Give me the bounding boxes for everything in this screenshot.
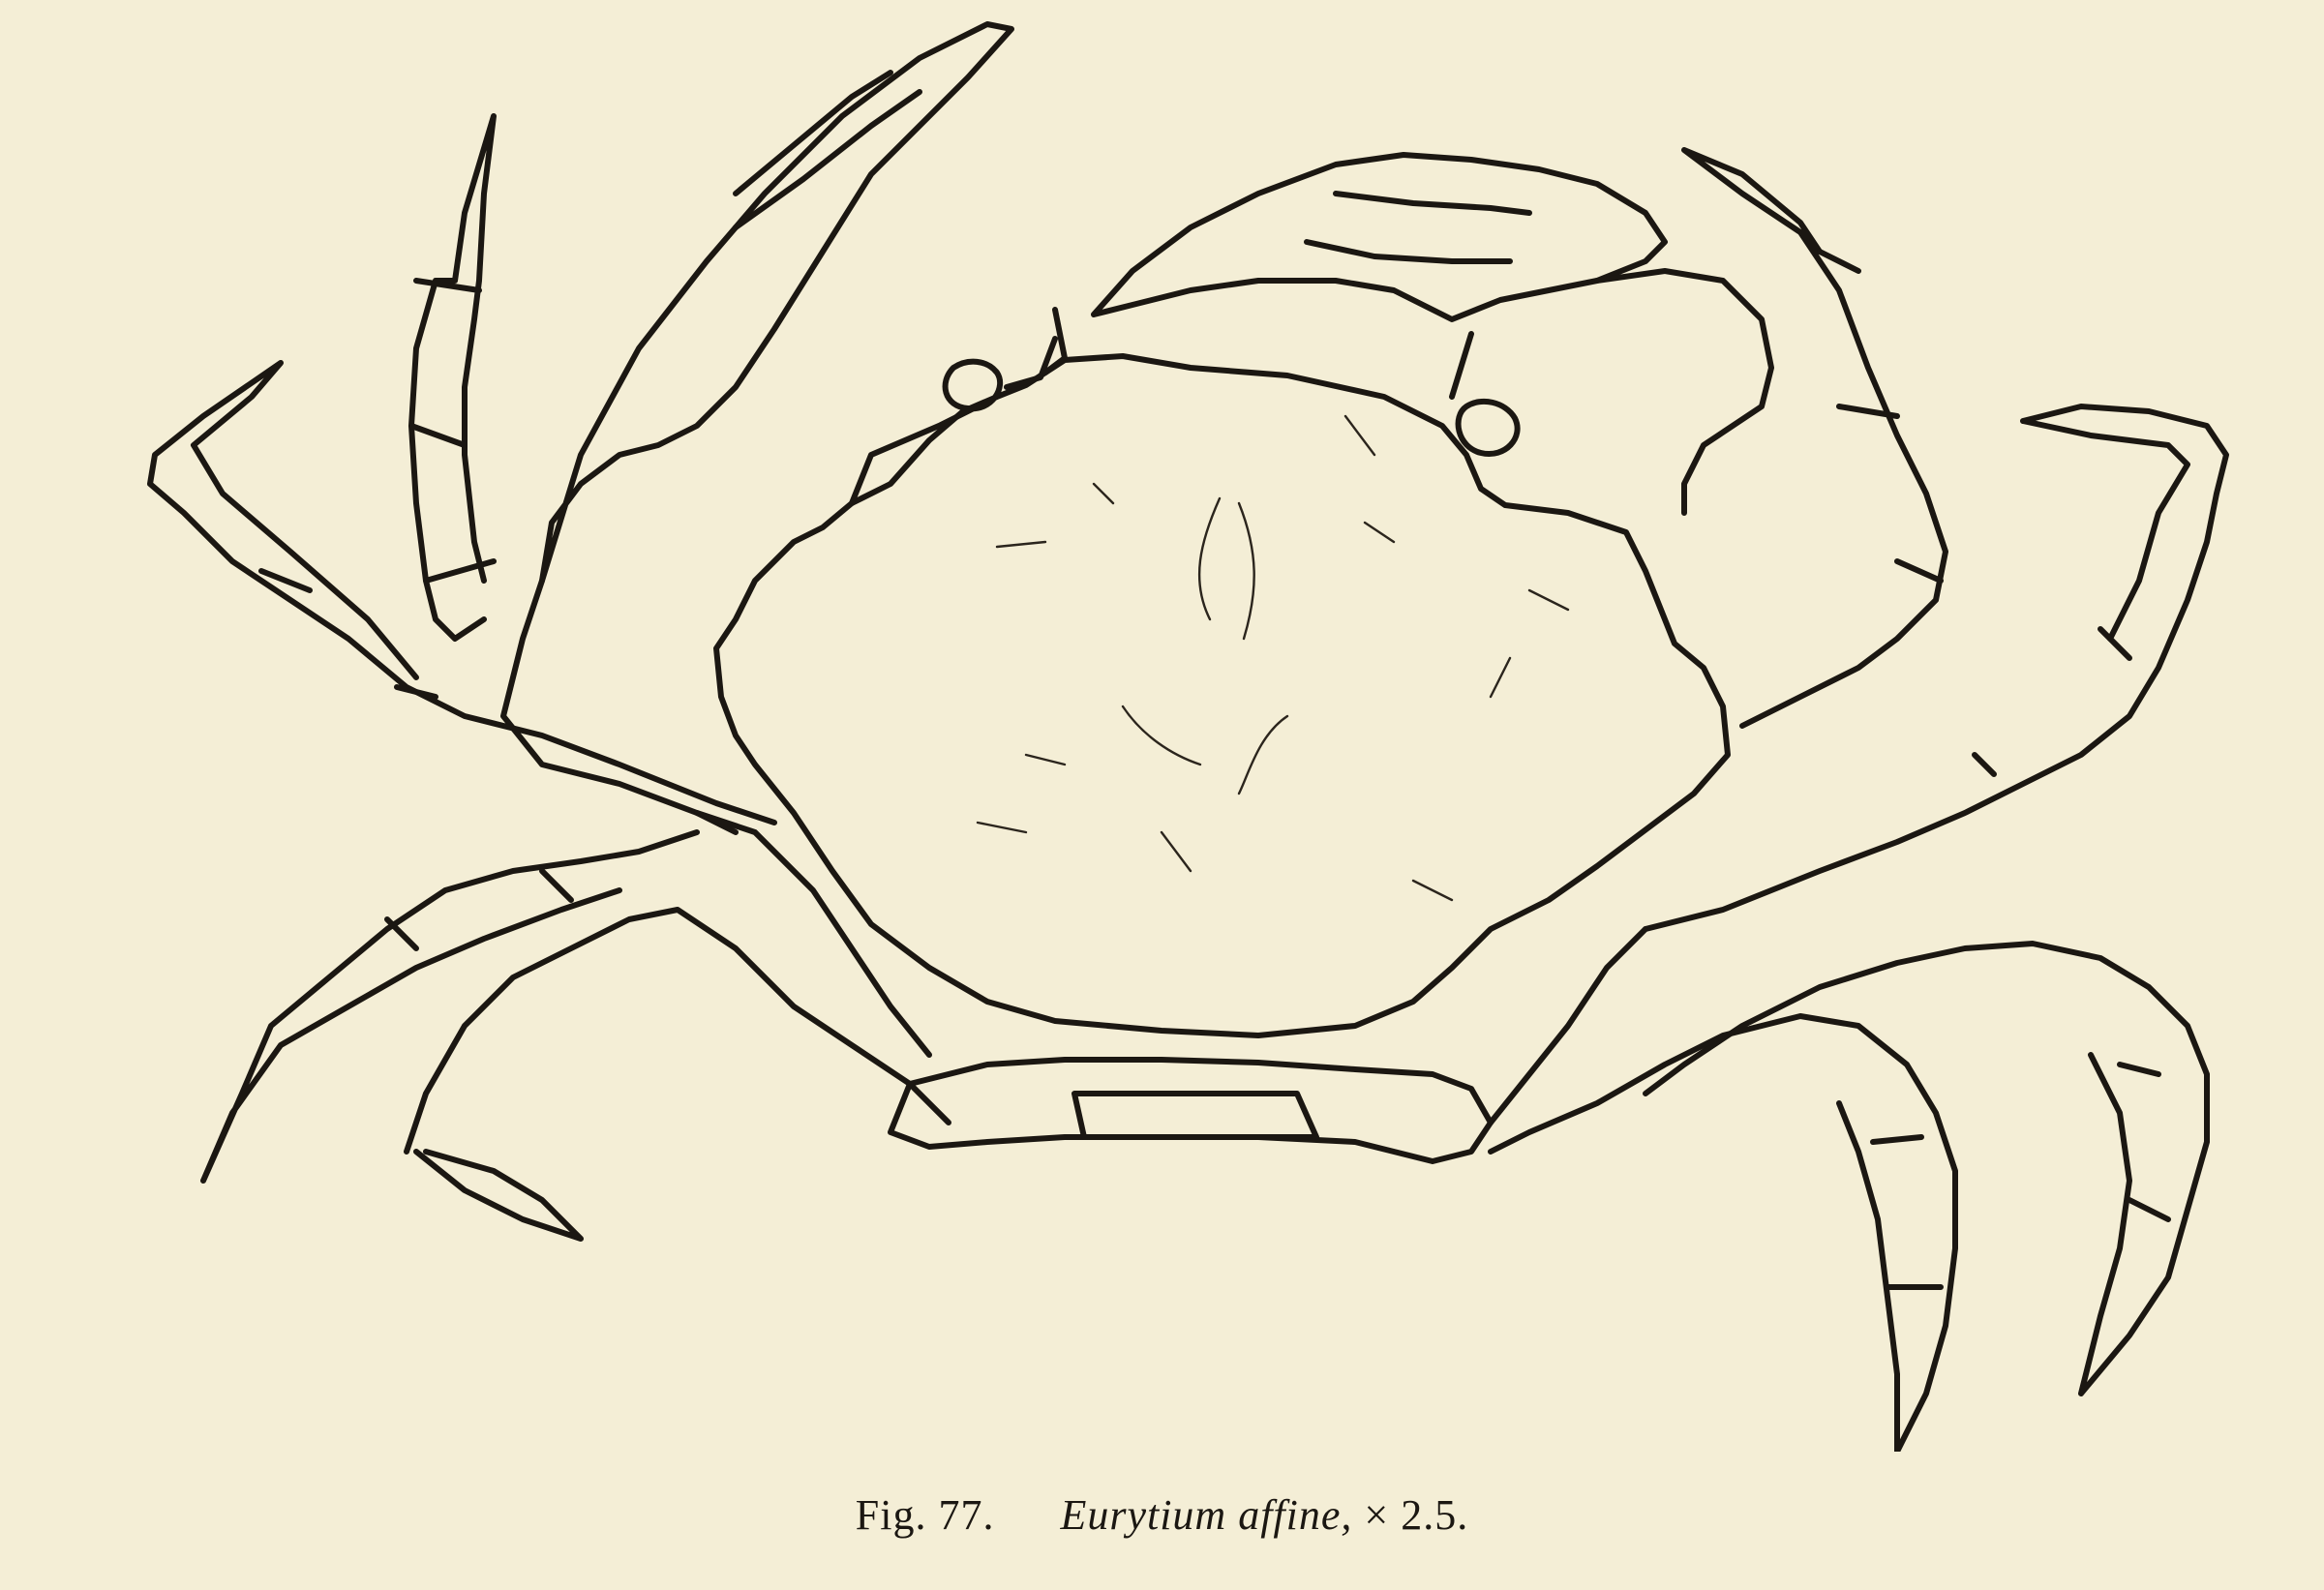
- left-leg-3: [203, 832, 697, 1181]
- right-leg-2-joints: [1975, 629, 2129, 774]
- species-name: Eurytium affine,: [1060, 1491, 1353, 1539]
- left-leg-4: [407, 910, 949, 1239]
- right-eye: [1459, 402, 1518, 454]
- right-leg-4: [1491, 1016, 1955, 1452]
- right-coxa-connector: [1491, 929, 1645, 1123]
- left-leg-1: [411, 116, 494, 639]
- eye-stalk-right: [1452, 334, 1471, 397]
- right-leg-1: [1684, 150, 1946, 726]
- right-leg-3: [1645, 944, 2207, 1394]
- abdomen-plate: [1074, 1094, 1316, 1137]
- right-claw: [1094, 155, 1665, 319]
- right-leg-2: [1645, 406, 2226, 929]
- right-leg-1-joints: [1820, 252, 1941, 581]
- front-margin: [852, 339, 1055, 503]
- figure-caption: [0, 1490, 2324, 1540]
- left-claw: [542, 24, 1011, 581]
- left-eye: [946, 362, 1001, 409]
- magnification: × 2.5.: [1364, 1491, 1469, 1539]
- abdomen: [890, 1060, 1491, 1161]
- figure-label: Fig. 77.: [855, 1491, 995, 1539]
- left-leg-2-joints: [261, 571, 436, 697]
- right-claw-hand: [1597, 271, 1771, 513]
- right-claw-inner: [1307, 194, 1529, 261]
